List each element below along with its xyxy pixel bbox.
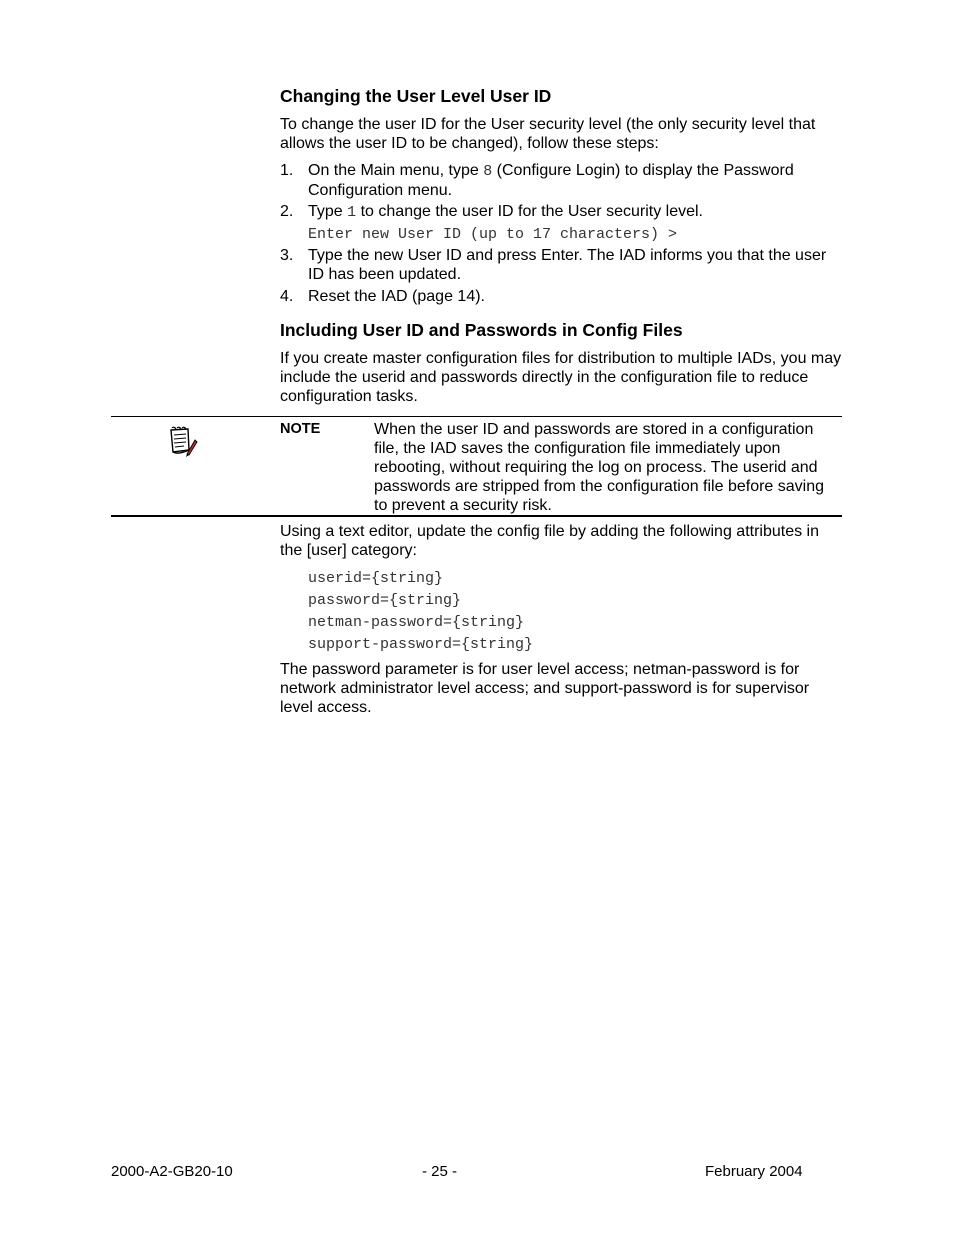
code-line-password: password={string} bbox=[308, 592, 462, 609]
step-text: Reset the IAD (page 14). bbox=[308, 288, 485, 305]
section2-intro: If you create master configuration files for distribution to multiple IADs, you may include the userid and passwords directly in the configuration file to reduce configuration tasks. bbox=[280, 350, 842, 405]
step-text: On the Main menu, type bbox=[308, 162, 484, 179]
footer-page-number: - 25 - bbox=[422, 1163, 458, 1180]
prompt-line: Enter new User ID (up to 17 characters) > bbox=[308, 226, 678, 243]
section3-closing: The password parameter is for user level access; netman-password is for network administrator level access; and support-password is for supervisor level access. bbox=[280, 661, 810, 716]
section-heading-config-files: Including User ID and Passwords in Config Files bbox=[280, 320, 683, 340]
code-block bbox=[280, 568, 842, 656]
step-number: 4. bbox=[280, 288, 294, 305]
note-text: When the user ID and passwords are stored in a configuration file, the IAD saves the configuration file immediately upon rebooting, without requiring the log on process. The userid and passwords are stripped from the configuration file before saving to prevent a security risk. bbox=[374, 421, 825, 514]
list-item bbox=[280, 202, 842, 221]
step-text: (Configure Login) to display the Password Configuration menu. bbox=[308, 162, 794, 199]
code-line-userid: userid={string} bbox=[308, 570, 444, 587]
note-label: NOTE bbox=[280, 421, 321, 437]
step-number: 1. bbox=[280, 162, 294, 179]
step-number: 3. bbox=[280, 247, 294, 264]
note-bottom-divider bbox=[111, 515, 842, 517]
code-line-support-password: support-password={string} bbox=[308, 636, 534, 653]
step-text: Type the new User ID and press Enter. The IAD informs you that the user ID has been updated. bbox=[308, 247, 827, 283]
list-item bbox=[280, 161, 842, 199]
step-code: 1 bbox=[347, 204, 357, 221]
step-text: Type bbox=[308, 203, 348, 220]
footer-date: February 2004 bbox=[705, 1163, 803, 1180]
list-item bbox=[280, 246, 842, 284]
step-code: 8 bbox=[483, 163, 493, 180]
step-number: 2. bbox=[280, 203, 294, 220]
steps-list bbox=[280, 161, 842, 306]
section-heading-change-user-id: Changing the User Level User ID bbox=[280, 86, 552, 106]
footer-doc-id: 2000-A2-GB20-10 bbox=[111, 1163, 233, 1180]
section3-intro: Using a text editor, update the config file by adding the following attributes in the [user] category: bbox=[280, 523, 820, 559]
list-item bbox=[280, 287, 842, 306]
code-line-netman-password: netman-password={string} bbox=[308, 614, 525, 631]
notepad-icon bbox=[168, 426, 198, 463]
section1-intro: To change the user ID for the User security level (the only security level that allows the user ID to be changed), follow these steps: bbox=[280, 116, 816, 152]
note-top-divider bbox=[111, 416, 842, 417]
step-text: to change the user ID for the User security level. bbox=[356, 203, 703, 220]
